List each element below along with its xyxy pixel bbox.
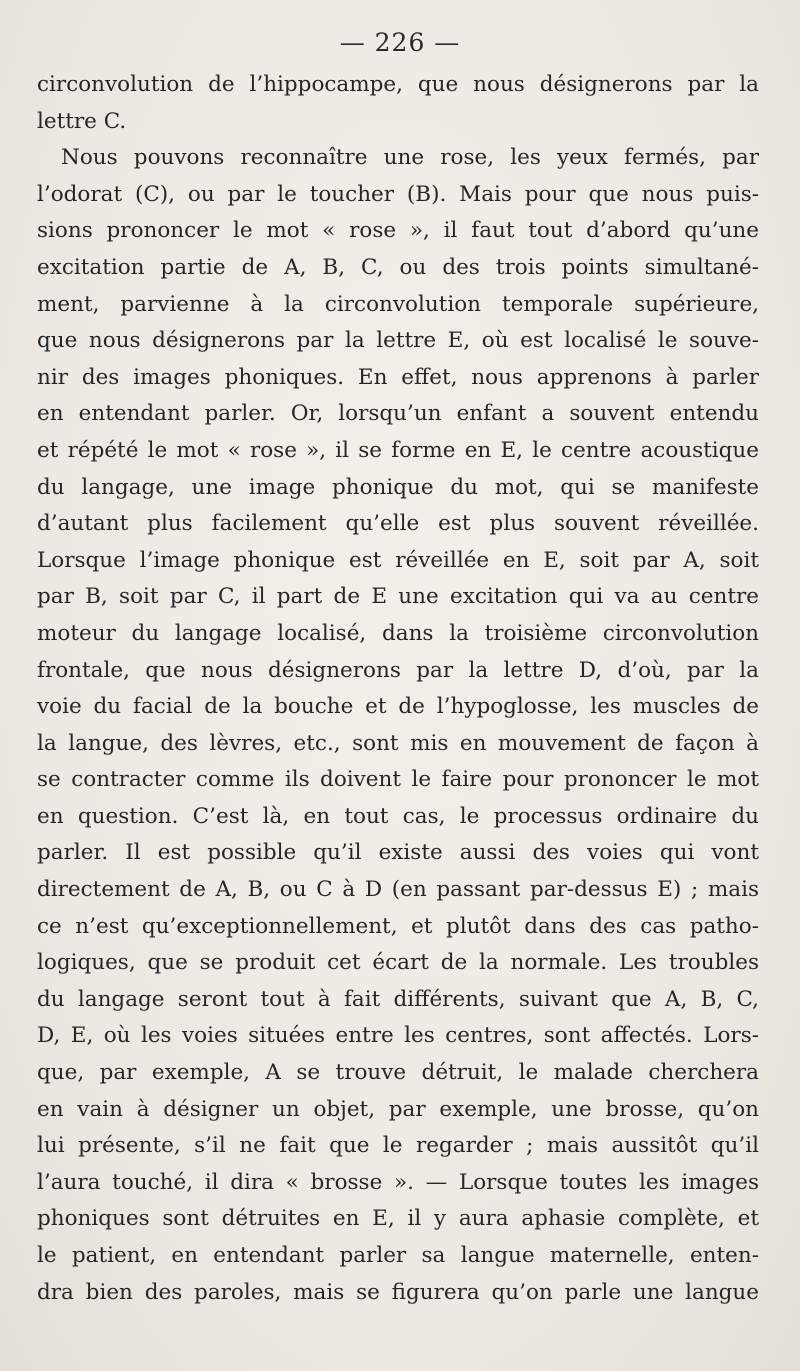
text-line: circonvolution de l’hippocampe, que nous désignerons par la	[37, 72, 759, 97]
text-line: frontale, que nous désignerons par la lettre D, d’où, par la	[37, 657, 759, 683]
text-line: nir des images phoniques. En effet, nous apprenons à parler	[37, 364, 759, 390]
text-line: dra bien des paroles, mais se figurera qu’on parle une langue	[37, 1279, 759, 1305]
text-line: le patient, en entendant parler sa langue maternelle, enten-	[37, 1243, 759, 1268]
text-line: en question. C’est là, en tout cas, le processus ordinaire du	[37, 803, 759, 829]
text-line: ce n’est qu’exceptionnellement, et plutôt dans des cas patho-	[37, 913, 759, 939]
text-line: sions prononcer le mot « rose », il faut tout d’abord qu’une	[37, 218, 759, 244]
text-line: que, par exemple, A se trouve détruit, le malade cherchera	[37, 1060, 759, 1086]
text-line: D, E, où les voies situées entre les centres, sont affectés. Lors-	[37, 1023, 759, 1049]
body-text	[37, 67, 759, 1311]
text-line: se contracter comme ils doivent le faire pour prononcer le mot	[37, 767, 759, 793]
text-line: moteur du langage localisé, dans la troisième circonvolution	[37, 620, 759, 646]
text-line: et répété le mot « rose », il se forme en E, le centre acoustique	[37, 437, 759, 463]
text-line: du langage, une image phonique du mot, qui se manifeste	[37, 474, 759, 500]
text-line: lettre C.	[37, 108, 127, 134]
text-line: en vain à désigner un objet, par exemple, une brosse, qu’on	[37, 1096, 759, 1122]
text-line: Lorsque l’image phonique est réveillée en E, soit par A, soit	[37, 547, 759, 573]
text-line: d’autant plus facilement qu’elle est plus souvent réveillée.	[37, 511, 759, 537]
text-line: que nous désignerons par la lettre E, où est localisé le souve-	[37, 328, 759, 354]
text-line: ment, parvienne à la circonvolution temporale supérieure,	[37, 291, 759, 317]
text-line: voie du facial de la bouche et de l’hypoglosse, les muscles de	[37, 694, 759, 720]
text-line: par B, soit par C, il part de E une excitation qui va au centre	[37, 584, 759, 610]
text-line: la langue, des lèvres, etc., sont mis en mouvement de façon à	[37, 730, 759, 756]
text-line: directement de A, B, ou C à D (en passant par-dessus E) ; mais	[37, 877, 759, 903]
text-line: lui présente, s’il ne fait que le regarder ; mais aussitôt qu’il	[37, 1133, 759, 1159]
text-line: excitation partie de A, B, C, ou des trois points simultané-	[37, 254, 759, 280]
text-line: l’odorat (C), ou par le toucher (B). Mais pour que nous puis-	[37, 181, 759, 207]
text-line: l’aura touché, il dira « brosse ». — Lorsque toutes les images	[37, 1169, 759, 1195]
page-number: — 226 —	[339, 28, 461, 57]
text-line: parler. Il est possible qu’il existe aussi des voies qui vont	[37, 840, 759, 866]
text-line: du langage seront tout à fait différents, suivant que A, B, C,	[37, 986, 759, 1012]
text-line: en entendant parler. Or, lorsqu’un enfant a souvent entendu	[37, 401, 759, 427]
text-line: logiques, que se produit cet écart de la normale. Les troubles	[37, 950, 759, 976]
text-line: Nous pouvons reconnaître une rose, les yeux fermés, par	[61, 145, 759, 171]
text-line: phoniques sont détruites en E, il y aura aphasie complète, et	[37, 1206, 759, 1232]
